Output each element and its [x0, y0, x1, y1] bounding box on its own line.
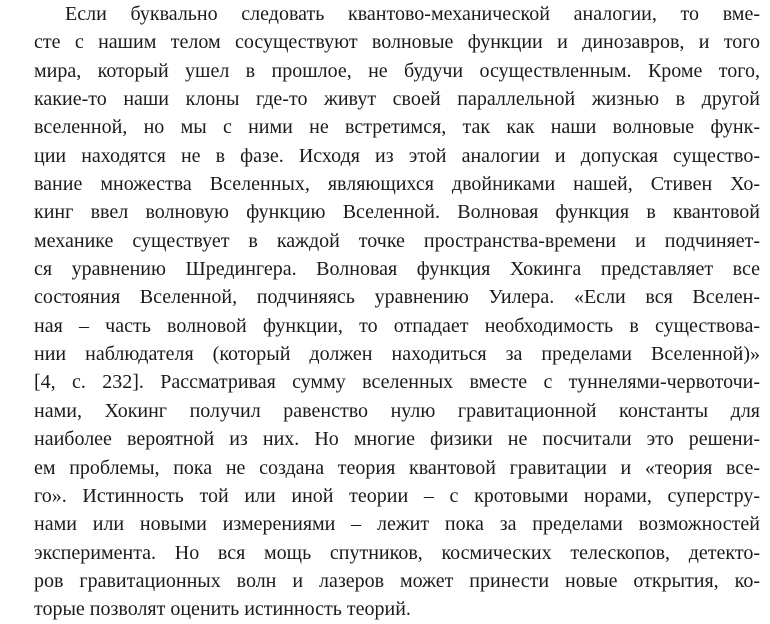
- text-line: го». Истинность той или иной теории – с кротовыми норами, суперстру-: [34, 484, 760, 507]
- text-line: ем проблемы, пока не создана теория квантовой гравитации и «теория все-: [34, 456, 760, 479]
- text-line: механике существует в каждой точке пространства-времени и подчиняет-: [34, 229, 760, 252]
- body-paragraph: [34, 0, 760, 624]
- text-line: ная – часть волновой функции, то отпадает необходимость в существова-: [34, 314, 760, 337]
- text-line: нами, Хокинг получил равенство нулю гравитационной константы для: [34, 399, 760, 422]
- text-line: кинг ввел волновую функцию Вселенной. Волновая функция в квантовой: [34, 201, 760, 224]
- text-line: состояния Вселенной, подчиняясь уравнению Уилера. «Если вся Вселен-: [34, 286, 760, 309]
- text-line: сте с нашим телом сосуществуют волновые функции и динозавров, и того: [34, 31, 760, 54]
- text-line: ции находятся не в фазе. Исходя из этой аналогии и допуская существо-: [34, 144, 760, 167]
- text-line: вселенной, но мы с ними не встретимся, так как наши волновые функ-: [34, 116, 760, 139]
- text-line: наиболее вероятной из них. Но многие физики не посчитали это решени-: [34, 428, 760, 451]
- text-line: ров гравитационных волн и лазеров может принести новые открытия, ко-: [34, 569, 760, 592]
- text-line: какие-то наши клоны где-то живут своей параллельной жизнью в другой: [34, 88, 760, 111]
- text-line: ся уравнению Шредингера. Волновая функция Хокинга представляет все: [34, 258, 760, 281]
- text-page: [34, 0, 760, 624]
- text-line: нии наблюдателя (который должен находиться за пределами Вселенной)»: [34, 343, 760, 366]
- text-line: Если буквально следовать квантово-механической аналогии, то вме-: [65, 3, 760, 25]
- text-line: вание множества Вселенных, являющихся двойниками нашей, Стивен Хо-: [34, 173, 760, 196]
- text-line: [4, с. 232]. Рассматривая сумму вселенных вместе с туннелями-червоточи-: [34, 371, 760, 394]
- text-line: нами или новыми измерениями – лежит пока за пределами возможностей: [34, 513, 760, 536]
- text-line: торые позволят оценить истинность теорий.: [34, 598, 411, 621]
- text-line: мира, который ушел в прошлое, не будучи осуществленным. Кроме того,: [34, 59, 760, 82]
- text-line: эксперимента. Но вся мощь спутников, космических телескопов, детекто-: [34, 541, 760, 564]
